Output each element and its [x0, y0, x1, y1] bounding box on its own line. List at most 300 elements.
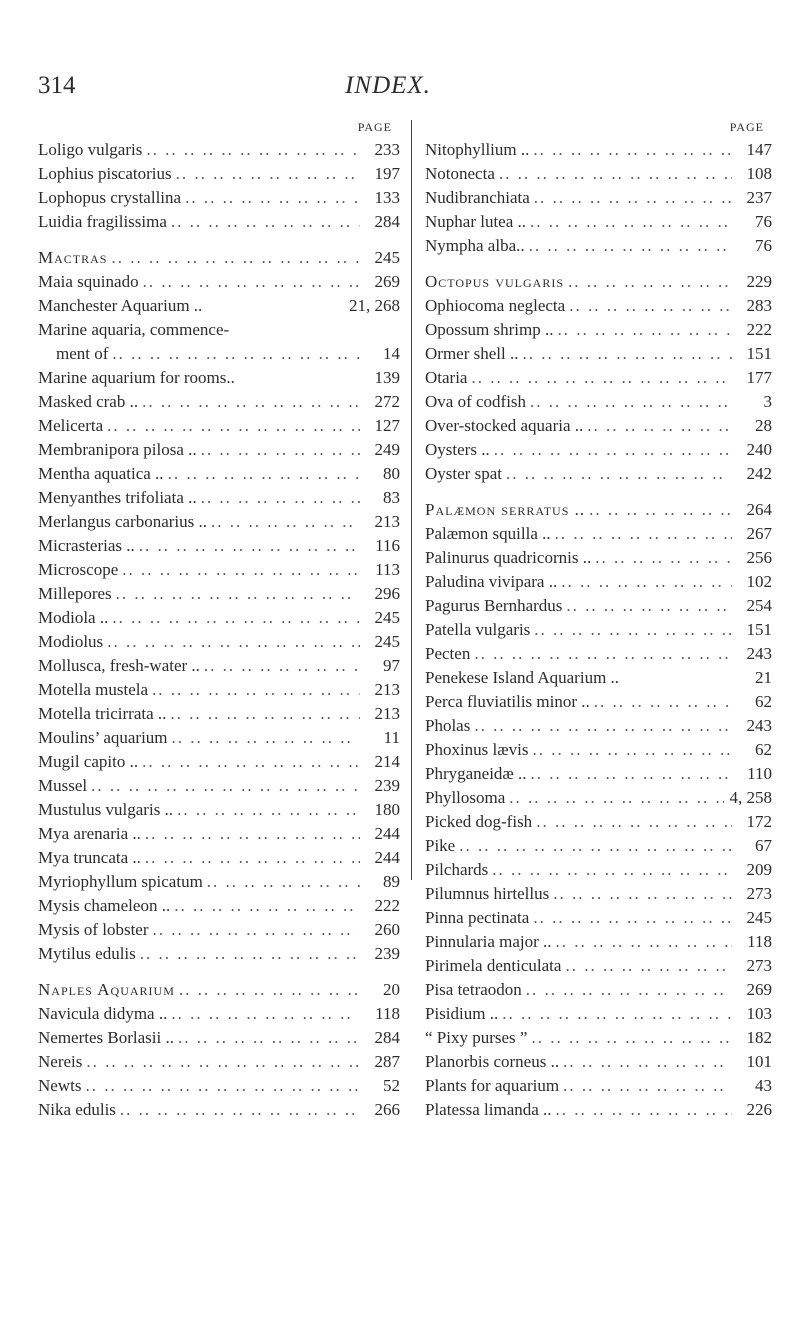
leader-dots: [530, 618, 732, 642]
entry-page: 52: [383, 1076, 400, 1095]
entry-name: “ Pixy purses ”: [425, 1028, 528, 1047]
entry-page: 139: [374, 368, 400, 387]
index-entry: [38, 138, 400, 162]
leader-dots: [505, 786, 723, 810]
entry-name: Lophopus crystallina: [38, 188, 182, 207]
entry-page: 108: [746, 164, 772, 183]
leader-dots: [103, 630, 360, 654]
entry-name: Oysters ..: [425, 440, 490, 459]
leader-dots: [175, 978, 360, 1002]
index-entry: [425, 1002, 772, 1026]
entry-name: Oyster spat: [425, 464, 502, 483]
index-entry: [38, 342, 400, 366]
entry-name: Luidia fragilissima: [38, 212, 167, 231]
entry-name: Melicerta: [38, 416, 104, 435]
index-entry: [38, 726, 400, 750]
leader-dots: [112, 582, 360, 606]
entry-page: 222: [746, 320, 772, 339]
entry-page: 287: [374, 1052, 400, 1071]
index-entry: [38, 210, 400, 234]
index-entry: [38, 558, 400, 582]
entry-name: Newts: [38, 1076, 82, 1095]
index-entry: [425, 858, 772, 882]
entry-page: 242: [746, 464, 772, 483]
leader-dots: [590, 690, 732, 714]
page-column-heading: PAGE: [357, 120, 392, 134]
entry-page: 239: [374, 776, 400, 795]
leader-dots: [527, 762, 732, 786]
entry-page: 264: [746, 500, 772, 519]
leader-dots: [467, 366, 732, 390]
entry-page: 177: [746, 368, 772, 387]
index-entry: [425, 234, 772, 258]
leader-dots: [174, 1026, 360, 1050]
entry-page: 222: [374, 896, 400, 915]
entry-name: Pinnularia major ..: [425, 932, 552, 951]
entry-name: Myriophyllum spicatum: [38, 872, 203, 891]
index-entry: [38, 702, 400, 726]
leader-dots: [553, 318, 732, 342]
entry-page: 273: [746, 956, 772, 975]
entry-page: 14: [383, 344, 400, 363]
entry-name: Manchester Aquarium ..: [38, 296, 203, 315]
entry-page: 240: [746, 440, 772, 459]
entry-page: 266: [374, 1100, 400, 1119]
entry-name: Ophiocoma neglecta: [425, 296, 566, 315]
leader-dots: [530, 186, 732, 210]
entry-page: 147: [746, 140, 772, 159]
index-entry: [425, 642, 772, 666]
index-entry: [425, 546, 772, 570]
index-entry: [425, 978, 772, 1002]
entry-page: 284: [374, 1028, 400, 1047]
entry-page: 245: [374, 608, 400, 627]
leader-dots: [549, 882, 732, 906]
entry-page: 182: [746, 1028, 772, 1047]
leader-dots: [564, 270, 732, 294]
entry-page: 113: [375, 560, 400, 579]
entry-name: Nympha alba..: [425, 236, 525, 255]
entry-page: 21, 268: [349, 296, 400, 315]
index-entry: [38, 654, 400, 678]
index-entry: [425, 186, 772, 210]
entry-name: Phoxinus lævis: [425, 740, 529, 759]
entry-page: 89: [383, 872, 400, 891]
index-entry: [38, 270, 400, 294]
entry-page: 80: [383, 464, 400, 483]
leader-dots: [82, 1050, 360, 1074]
entry-name: Notonecta: [425, 164, 495, 183]
index-entry: [38, 462, 400, 486]
entry-page: 151: [746, 344, 772, 363]
index-entry: [425, 498, 772, 522]
index-entry: [38, 582, 400, 606]
entry-name: Mysis of lobster: [38, 920, 149, 939]
leader-dots: [167, 1002, 360, 1026]
entry-page: 101: [746, 1052, 772, 1071]
index-entry: [38, 1002, 400, 1026]
entry-name: Moulins’ aquarium: [38, 728, 168, 747]
index-entry: [425, 738, 772, 762]
entry-name: Planorbis corneus ..: [425, 1052, 560, 1071]
leader-dots: [527, 1026, 732, 1050]
index-entry: [38, 798, 400, 822]
index-list-left: [38, 138, 400, 1122]
leader-dots: [559, 1050, 732, 1074]
entry-page: 249: [374, 440, 400, 459]
entry-name: Otaria: [425, 368, 468, 387]
index-entry: [38, 870, 400, 894]
entry-page: 243: [746, 644, 772, 663]
entry-name: Motella tricirrata ..: [38, 704, 167, 723]
index-entry: [425, 342, 772, 366]
entry-page: 118: [747, 932, 772, 951]
entry-name: Phyllosoma: [425, 788, 506, 807]
entry-name: Over-stocked aquaria ..: [425, 416, 584, 435]
leader-dots: [559, 1074, 732, 1098]
entry-page: 62: [755, 740, 772, 759]
entry-page: 110: [747, 764, 772, 783]
entry-page: 67: [755, 836, 772, 855]
index-entry: [38, 486, 400, 510]
page-title: INDEX.: [345, 72, 431, 99]
entry-page: 243: [746, 716, 772, 735]
index-entry: [425, 270, 772, 294]
entry-name: Masked crab ..: [38, 392, 139, 411]
entry-name: Loligo vulgaris: [38, 140, 143, 159]
entry-name: Millepores: [38, 584, 112, 603]
index-entry: [38, 918, 400, 942]
entry-name: Menyanthes trifoliata ..: [38, 488, 197, 507]
leader-dots: [139, 270, 360, 294]
index-entry: [38, 438, 400, 462]
leader-dots: [455, 834, 732, 858]
entry-page: 269: [374, 272, 400, 291]
leader-dots: [172, 162, 360, 186]
entry-name: Pecten: [425, 644, 471, 663]
entry-name: Marine aquaria, commence-: [38, 320, 230, 339]
entry-name: Palinurus quadricornis ..: [425, 548, 592, 567]
entry-name: Nereis: [38, 1052, 83, 1071]
leader-dots: [502, 462, 732, 486]
entry-page: 284: [374, 212, 400, 231]
index-entry: [38, 822, 400, 846]
entry-name: Picked dog-fish: [425, 812, 533, 831]
entry-page: 28: [755, 416, 772, 435]
entry-name: Nuphar lutea ..: [425, 212, 527, 231]
entry-name: Pholas: [425, 716, 471, 735]
index-entry: [38, 186, 400, 210]
index-entry: [38, 750, 400, 774]
index-entry: [425, 1026, 772, 1050]
leader-dots: [136, 942, 360, 966]
index-entry: [425, 906, 772, 930]
entry-page: 209: [746, 860, 772, 879]
leader-dots: [181, 186, 360, 210]
entry-name: Pinna pectinata: [425, 908, 530, 927]
entry-page: 102: [746, 572, 772, 591]
entry-name: Ormer shell ..: [425, 344, 519, 363]
index-entry: [38, 1074, 400, 1098]
index-entry: [38, 162, 400, 186]
index-entry: [425, 762, 772, 786]
entry-page: 103: [746, 1004, 772, 1023]
entry-page: 296: [374, 584, 400, 603]
entry-page: 272: [374, 392, 400, 411]
index-entry: [425, 786, 772, 810]
index-entry: [38, 774, 400, 798]
entry-name: Mustulus vulgaris ..: [38, 800, 174, 819]
entry-page: 269: [746, 980, 772, 999]
index-entry: [425, 882, 772, 906]
index-entry: [425, 294, 772, 318]
entry-page: 151: [746, 620, 772, 639]
entry-name: Membranipora pilosa ..: [38, 440, 197, 459]
leader-dots: [168, 726, 360, 750]
leader-dots: [141, 846, 360, 870]
entry-name: Marine aquarium for rooms..: [38, 368, 235, 387]
index-entry: [425, 570, 772, 594]
index-entry: [425, 618, 772, 642]
entry-name: Pilchards: [425, 860, 489, 879]
entry-name: Octopus vulgaris: [425, 272, 564, 291]
index-entry: [425, 390, 772, 414]
index-entry: [425, 438, 772, 462]
entry-name: Palæmon serratus ..: [425, 500, 586, 519]
entry-name: Pilumnus hirtellus: [425, 884, 550, 903]
entry-page: 83: [383, 488, 400, 507]
leader-dots: [166, 702, 360, 726]
leader-dots: [565, 294, 732, 318]
entry-page: 21: [755, 668, 772, 687]
entry-name: Platessa limanda ..: [425, 1100, 552, 1119]
index-entry: [38, 294, 400, 318]
index-entry: [38, 390, 400, 414]
entry-name: Pirimela denticulata: [425, 956, 562, 975]
index-entry: [425, 318, 772, 342]
entry-name: Modiolus: [38, 632, 104, 651]
leader-dots: [470, 642, 732, 666]
entry-page: 20: [383, 980, 400, 999]
index-column-left: [38, 120, 400, 1122]
index-entry: [425, 1098, 772, 1122]
entry-name: Microscope: [38, 560, 119, 579]
entry-name: Modiola ..: [38, 608, 109, 627]
entry-name: Mytilus edulis: [38, 944, 136, 963]
leader-dots: [490, 438, 732, 462]
leader-dots: [170, 894, 360, 918]
entry-name: Nika edulis: [38, 1100, 116, 1119]
leader-dots: [529, 138, 732, 162]
entry-name: Pagurus Bernhardus: [425, 596, 563, 615]
leader-dots: [552, 1098, 732, 1122]
leader-dots: [557, 570, 732, 594]
entry-page: 256: [746, 548, 772, 567]
entry-page: 260: [374, 920, 400, 939]
index-entry: [38, 534, 400, 558]
index-entry: [38, 366, 400, 390]
index-entry: [425, 930, 772, 954]
index-column-right: [425, 120, 772, 1122]
index-entry: [38, 846, 400, 870]
entry-page: 245: [374, 248, 400, 267]
leader-dots: [87, 774, 360, 798]
leader-dots: [138, 390, 360, 414]
index-entry: [425, 210, 772, 234]
entry-name: Phryganeidæ ..: [425, 764, 527, 783]
index-entry: [38, 630, 400, 654]
index-entry: [425, 666, 772, 690]
leader-dots: [562, 594, 732, 618]
index-entry: [38, 1026, 400, 1050]
leader-dots: [591, 546, 732, 570]
column-divider: [411, 120, 412, 880]
entry-page: 118: [375, 1004, 400, 1023]
entry-page: 180: [374, 800, 400, 819]
index-entry: [38, 1098, 400, 1122]
entry-name: Maia squinado: [38, 272, 139, 291]
leader-dots: [81, 1074, 360, 1098]
index-entry: [38, 318, 400, 342]
entry-name: Penekese Island Aquarium ..: [425, 668, 620, 687]
entry-name: Perca fluviatilis minor ..: [425, 692, 590, 711]
index-entry: [38, 414, 400, 438]
leader-dots: [551, 522, 732, 546]
index-entry: [425, 1050, 772, 1074]
leader-dots: [526, 390, 732, 414]
page-column-heading: PAGE: [729, 120, 764, 134]
index-entry: [425, 138, 772, 162]
entry-name: Mya truncata ..: [38, 848, 141, 867]
entry-name: Plants for aquarium: [425, 1076, 560, 1095]
leader-dots: [585, 498, 732, 522]
entry-page: 133: [374, 188, 400, 207]
entry-page: 3: [763, 392, 772, 411]
index-entry: [38, 510, 400, 534]
entry-page: 237: [746, 188, 772, 207]
entry-page: 244: [374, 848, 400, 867]
entry-name: Ova of codfish: [425, 392, 527, 411]
leader-dots: [532, 810, 732, 834]
entry-page: 213: [374, 704, 400, 723]
entry-page: 213: [374, 680, 400, 699]
leader-dots: [103, 414, 360, 438]
entry-name: Paludina vivipara ..: [425, 572, 558, 591]
leader-dots: [197, 486, 360, 510]
index-entry: [425, 690, 772, 714]
entry-name: Nudibranchiata: [425, 188, 530, 207]
index-entry: [425, 462, 772, 486]
leader-dots: [200, 654, 360, 678]
leader-dots: [528, 738, 732, 762]
leader-dots: [118, 558, 360, 582]
entry-page: 245: [374, 632, 400, 651]
entry-name: Mussel: [38, 776, 88, 795]
leader-dots: [142, 138, 360, 162]
index-entry: [425, 414, 772, 438]
index-entry: [425, 366, 772, 390]
index-entry: [425, 522, 772, 546]
entry-page: 267: [746, 524, 772, 543]
entry-page: 283: [746, 296, 772, 315]
entry-name: Mollusca, fresh-water ..: [38, 656, 200, 675]
entry-page: 43: [755, 1076, 772, 1095]
entry-page: 4, 258: [729, 788, 772, 807]
entry-name: Mugil capito ..: [38, 752, 139, 771]
entry-name: Motella mustela: [38, 680, 149, 699]
entry-page: 197: [374, 164, 400, 183]
entry-name: ment of: [56, 344, 109, 363]
entry-name: Micrasterias ..: [38, 536, 135, 555]
entry-page: 62: [755, 692, 772, 711]
leader-dots: [197, 438, 360, 462]
index-entry: [425, 810, 772, 834]
index-entry: [425, 834, 772, 858]
index-entry: [425, 714, 772, 738]
leader-dots: [203, 870, 360, 894]
entry-page: 254: [746, 596, 772, 615]
leader-dots: [488, 858, 732, 882]
leader-dots: [525, 234, 732, 258]
index-list-right: [425, 138, 772, 1122]
index-entry: [38, 978, 400, 1002]
index-entry: [38, 942, 400, 966]
entry-name: Pike: [425, 836, 456, 855]
leader-dots: [116, 1098, 360, 1122]
entry-name: Mya arenaria ..: [38, 824, 141, 843]
leader-dots: [149, 918, 361, 942]
index-entry: [425, 594, 772, 618]
entry-name: Navicula didyma ..: [38, 1004, 168, 1023]
index-entry: [425, 1074, 772, 1098]
entry-name: Lophius piscatorius: [38, 164, 172, 183]
entry-page: 244: [374, 824, 400, 843]
index-entry: [425, 954, 772, 978]
entry-page: 97: [383, 656, 400, 675]
entry-name: Pisidium ..: [425, 1004, 499, 1023]
entry-name: Mysis chameleon ..: [38, 896, 171, 915]
entry-name: Merlangus carbonarius ..: [38, 512, 208, 531]
leader-dots: [148, 678, 360, 702]
leader-dots: [207, 510, 360, 534]
leader-dots: [167, 210, 360, 234]
leader-dots: [552, 930, 732, 954]
leader-dots: [498, 1002, 732, 1026]
entry-name: Palæmon squilla ..: [425, 524, 551, 543]
entry-page: 116: [375, 536, 400, 555]
entry-name: Mentha aquatica ..: [38, 464, 164, 483]
entry-page: 213: [374, 512, 400, 531]
index-entry: [38, 678, 400, 702]
index-entry: [38, 1050, 400, 1074]
leader-dots: [522, 978, 732, 1002]
entry-name: Pisa tetraodon: [425, 980, 522, 999]
page-number: 314: [38, 72, 76, 99]
entry-name: Patella vulgaris: [425, 620, 531, 639]
leader-dots: [529, 906, 732, 930]
index-entry: [425, 162, 772, 186]
entry-page: 273: [746, 884, 772, 903]
entry-page: 233: [374, 140, 400, 159]
leader-dots: [164, 462, 360, 486]
leader-dots: [138, 750, 360, 774]
entry-page: 229: [746, 272, 772, 291]
entry-name: Nemertes Borlasii ..: [38, 1028, 174, 1047]
entry-page: 245: [746, 908, 772, 927]
entry-name: Mactras: [38, 248, 108, 267]
entry-name: Naples Aquarium: [38, 980, 175, 999]
leader-dots: [518, 342, 732, 366]
